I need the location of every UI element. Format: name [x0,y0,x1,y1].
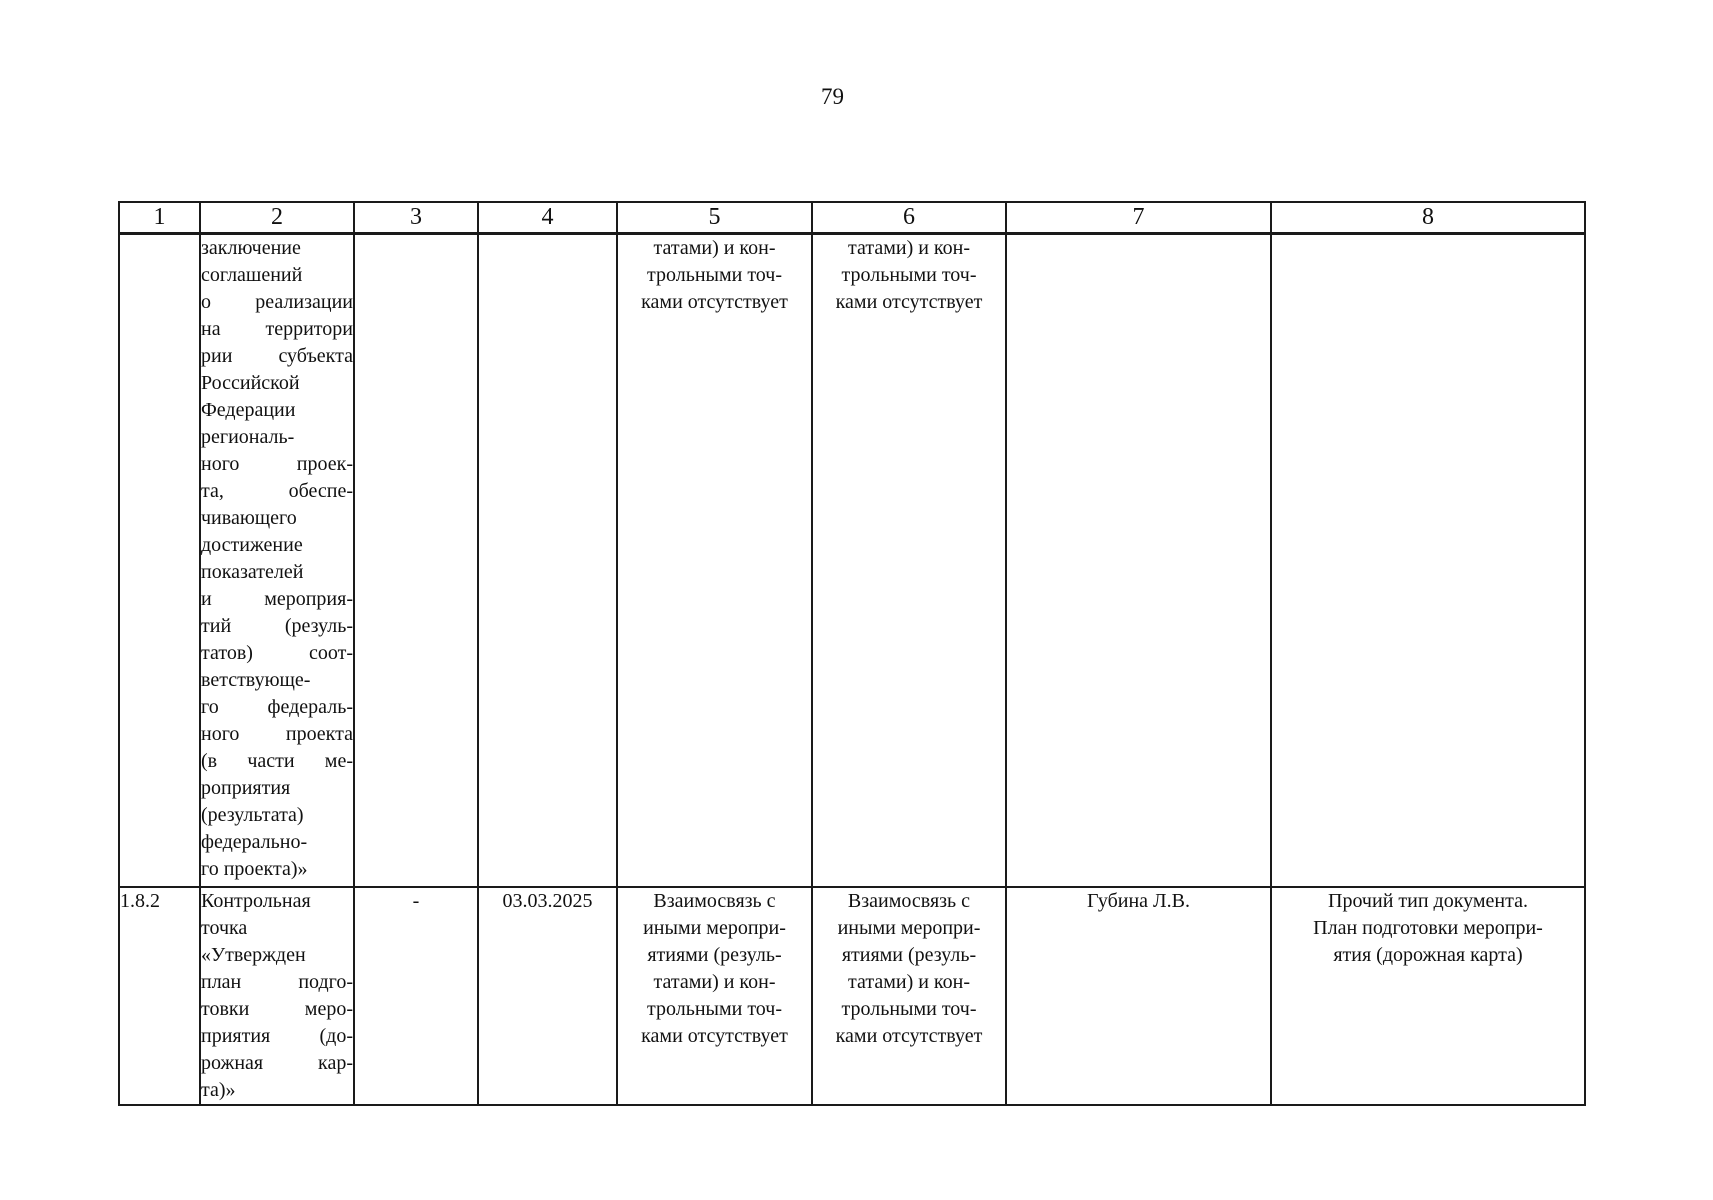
text-line: татами) и кон- [653,971,776,993]
text-line: ками отсутствует [835,291,983,313]
text-line: план подго- [201,971,353,993]
cell-col7 [1006,234,1271,888]
column-header-1: 1 [119,202,200,234]
text-line: ками отсутствует [641,291,788,313]
text-line: Взаимосвязь с [847,890,971,912]
text-line: ками отсутствует [835,1025,983,1047]
text-line: иными меропри- [643,917,786,939]
text-line: федерально- [201,831,308,853]
text-line: го проекта)» [201,858,308,880]
text-line: ного проекта [201,723,353,745]
text-line: та, обеспе- [201,480,353,502]
text-line: ками отсутствует [641,1025,788,1047]
cell-col3: - [354,887,478,1105]
text-line: го федераль- [201,696,353,718]
column-header-2: 2 [200,202,354,234]
text-line: трольными точ- [647,264,782,286]
text-line: Взаимосвязь с [653,890,776,912]
text-line: на территори [201,318,353,340]
text-line: роприятия [201,777,291,799]
text-line: (результата) [201,804,304,826]
text-line: та)» [201,1079,236,1101]
text-line: товки меро- [201,998,353,1020]
text-line: тий (резуль- [201,615,353,637]
text-line: ятиями (резуль- [841,944,977,966]
text-line: Российской [201,372,300,394]
text-line: трольными точ- [647,998,782,1020]
text-line: региональ- [201,426,295,448]
page-number: 79 [821,84,844,109]
cell-col5 [617,234,812,888]
text-line: рожная кар- [201,1052,353,1074]
cell-document-type [1271,887,1585,1105]
column-header-4: 4 [478,202,617,234]
text-line: соглашений [201,264,303,286]
text-line: План подготовки меропри- [1313,917,1543,939]
text-line: иными меропри- [837,917,981,939]
table-row-continued [119,234,1585,888]
text-line: татами) и кон- [848,971,970,993]
cell-name [200,234,354,888]
text-line: чивающего [201,507,297,529]
text-line: трольными точ- [841,998,977,1020]
text-line: татами) и кон- [653,237,776,259]
text-line: (в части ме- [201,750,353,772]
cell-code [119,234,200,888]
column-header-6: 6 [812,202,1006,234]
text-line: трольными точ- [841,264,977,286]
text-line: ветствующе- [201,669,311,691]
column-header-5: 5 [617,202,812,234]
column-header-7: 7 [1006,202,1271,234]
cell-col6 [812,887,1006,1105]
text-line: точка [201,917,248,939]
cell-code: 1.8.2 [119,887,200,1105]
text-line: приятия (до- [201,1025,353,1047]
roadmap-table [118,201,1586,1106]
text-line: Прочий тип документа. [1328,890,1528,912]
text-line: Контрольная [201,890,311,912]
cell-col4 [478,234,617,888]
text-line: показателей [201,561,304,583]
cell-col5 [617,887,812,1105]
cell-responsible: Губина Л.В. [1006,887,1271,1105]
cell-col6 [812,234,1006,888]
table-row-1-8-2 [119,887,1585,1105]
cell-col3 [354,234,478,888]
text-line: «Утвержден [201,944,306,966]
text-line: достижение [201,534,303,556]
text-line: Федерации [201,399,296,421]
column-header-3: 3 [354,202,478,234]
column-header-8: 8 [1271,202,1585,234]
text-line: о реализации [201,291,353,313]
text-line: ятия (дорожная карта) [1333,944,1523,966]
text-line: заключение [201,237,301,259]
text-line: рии субъекта [201,345,353,367]
text-line: татами) и кон- [848,237,970,259]
text-line: и мероприя- [201,588,353,610]
text-line: ятиями (резуль- [647,944,782,966]
text-line: татов) соот- [201,642,353,664]
cell-name [200,887,354,1105]
cell-col8 [1271,234,1585,888]
header-row [119,202,1585,234]
text-line: ного проек- [201,453,353,475]
cell-date: 03.03.2025 [478,887,617,1105]
